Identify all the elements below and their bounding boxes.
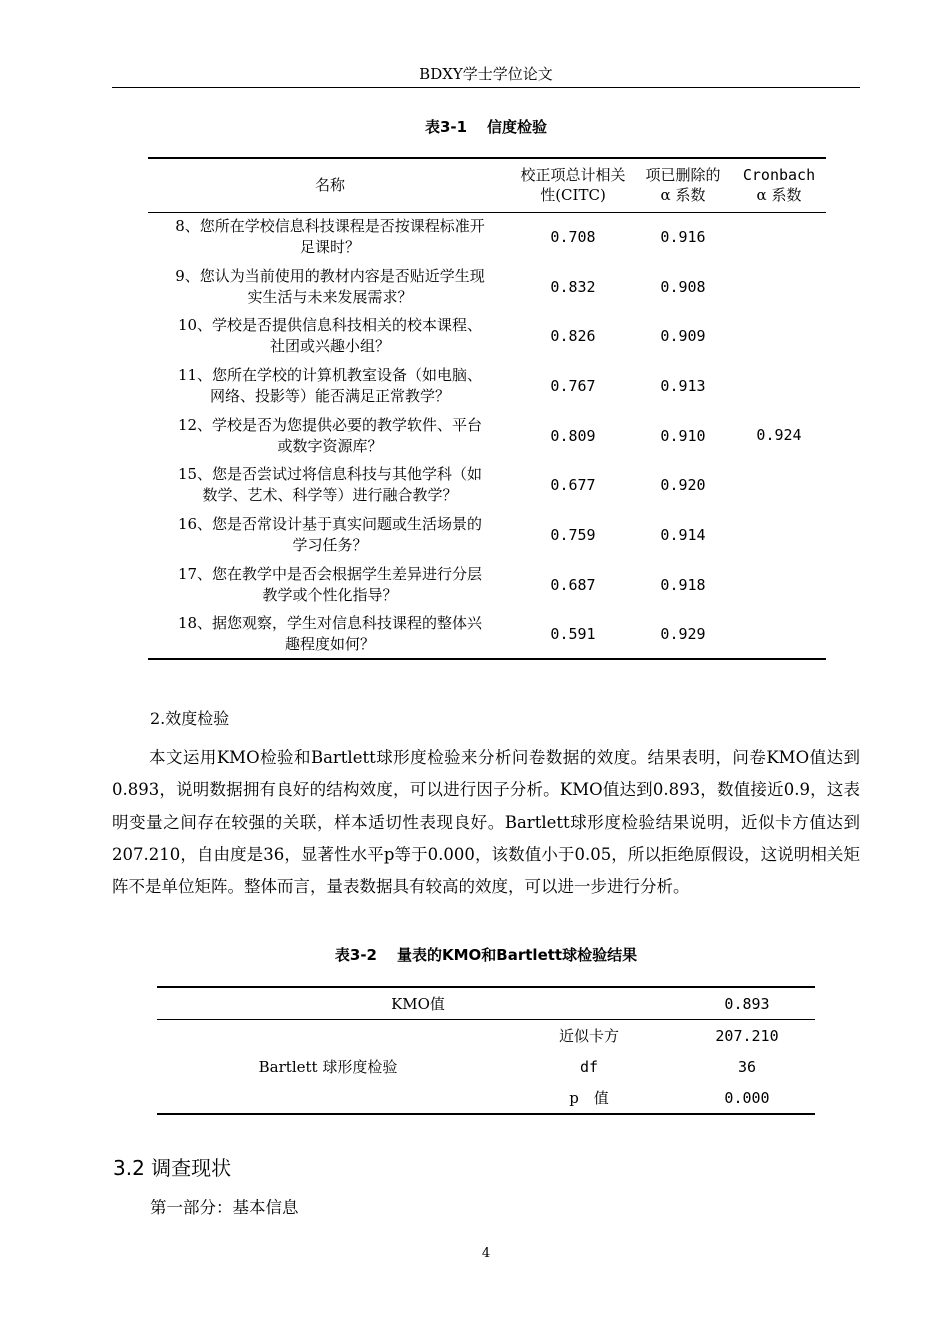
item-name: 9、您认为当前使用的教材内容是否贴近学生现 实生活与未来发展需求？ (175, 266, 485, 306)
alpha-deleted-value: 0.918 (660, 575, 706, 594)
item-name: 12、学校是否为您提供必要的教学软件、平台 或数字资源库？ (177, 415, 483, 455)
table-row (148, 610, 826, 660)
citc-value: 0.677 (550, 476, 596, 495)
bartlett-label: Bartlett 球形度检验 (157, 1020, 499, 1115)
col-name-header: 名称 (148, 158, 512, 212)
col-cronbach-header (732, 158, 826, 212)
item-name: 10、学校是否提供信息科技相关的校本课程、 社团或兴趣小组？ (177, 316, 483, 356)
table-row (148, 510, 826, 560)
col-alpha-deleted-header (634, 158, 732, 212)
alpha-deleted-value: 0.913 (660, 376, 706, 395)
citc-value: 0.687 (550, 575, 596, 594)
kmo-bartlett-table (157, 986, 815, 1115)
table2-caption-number: 表3-2 (334, 946, 377, 964)
item-name: 16、您是否常设计基于真实问题或生活场景的 学习任务？ (177, 514, 483, 554)
table1-caption-title: 信度检验 (487, 118, 548, 136)
alpha-deleted-value: 0.929 (634, 610, 732, 660)
item-name: 11、您所在学校的计算机教室设备（如电脑、 网络、投影等）能否满足正常教学？ (177, 365, 483, 405)
col-alpha-deleted-header-line2: α 系数 (660, 186, 706, 205)
table-row (148, 460, 826, 510)
item-name: 17、您在教学中是否会根据学生差异进行分层 教学或个性化指导？ (177, 564, 483, 604)
citc-value: 0.832 (550, 277, 596, 296)
citc-value: 0.767 (550, 376, 596, 395)
kmo-label: KMO值 (157, 987, 679, 1020)
col-citc-header (512, 158, 634, 212)
col-cronbach-header-line2: α 系数 (756, 186, 802, 205)
reliability-table (148, 157, 826, 660)
cronbach-value: 0.924 (732, 212, 826, 659)
table-row (148, 361, 826, 411)
table-row (148, 212, 826, 262)
item-name: 15、您是否尝试过将信息科技与其他学科（如 数学、艺术、科学等）进行融合教学？ (177, 465, 483, 505)
validity-paragraph: 本文运用KMO检验和Bartlett球形度检验来分析问卷数据的效度。结果表明，问卷KMO值达到0.893，说明数据拥有良好的结构效度，可以进行因子分析。KMO值达到0.893，数值接近0.9，这表明变量之间存在较强的关联，样本适切性表现良好。Bartlett球形度检验结果说明，近似卡方值达到207.210，自由度是36，显著性水平p等于0.000，该数值小于0.05，所以拒绝原假设，这说明相关矩阵不是单位矩阵。整体而言，量表数据具有较高的效度，可以进一步进行分析。 (112, 748, 860, 897)
alpha-deleted-value: 0.908 (660, 277, 706, 296)
table-row (157, 1020, 815, 1052)
header-rule (112, 87, 860, 88)
table1-caption (112, 116, 860, 137)
citc-value: 0.591 (512, 610, 634, 660)
df-label: df (579, 1057, 599, 1076)
table2-caption-title: 量表的KMO和Bartlett球检验结果 (397, 946, 638, 964)
page-header: BDXY学士学位论文 (419, 65, 553, 83)
table2-caption (112, 944, 860, 965)
item-name: 8、您所在学校信息科技课程是否按课程标准开 足课时？ (175, 217, 485, 257)
table1-caption-number: 表3-1 (424, 118, 468, 136)
alpha-deleted-value: 0.914 (660, 525, 706, 544)
table-row (148, 311, 826, 361)
section-subtitle: 第一部分：基本信息 (150, 1198, 299, 1217)
alpha-deleted-value: 0.909 (660, 327, 706, 346)
chi-square-value: 207.210 (715, 1026, 779, 1045)
item-name: 18、据您观察，学生对信息科技课程的整体兴 趣程度如何？ (148, 610, 512, 660)
table-row (148, 411, 826, 461)
table-row (148, 560, 826, 610)
citc-value: 0.759 (550, 525, 596, 544)
p-label: p 值 (499, 1082, 679, 1114)
citc-value: 0.708 (550, 228, 596, 247)
alpha-deleted-value: 0.910 (660, 426, 706, 445)
alpha-deleted-value: 0.916 (660, 228, 706, 247)
chi-square-label: 近似卡方 (558, 1027, 619, 1045)
citc-value: 0.809 (550, 426, 596, 445)
kmo-value: 0.893 (679, 987, 815, 1020)
page-number: 4 (481, 1246, 491, 1261)
col-citc-header-line1: 校正项总计相关 (520, 166, 626, 185)
table-row (148, 262, 826, 312)
col-cronbach-header-line1: Cronbach (742, 166, 816, 185)
col-citc-header-line2: 性(CITC) (540, 186, 606, 205)
citc-value: 0.826 (550, 327, 596, 346)
alpha-deleted-value: 0.920 (660, 476, 706, 495)
df-value: 36 (737, 1057, 757, 1076)
section-title: 3.2 调查现状 (113, 1156, 232, 1180)
table-row (157, 987, 815, 1020)
validity-heading: 2.效度检验 (150, 709, 230, 728)
col-alpha-deleted-header-line1: 项已删除的 (645, 166, 721, 185)
p-value: 0.000 (679, 1082, 815, 1114)
